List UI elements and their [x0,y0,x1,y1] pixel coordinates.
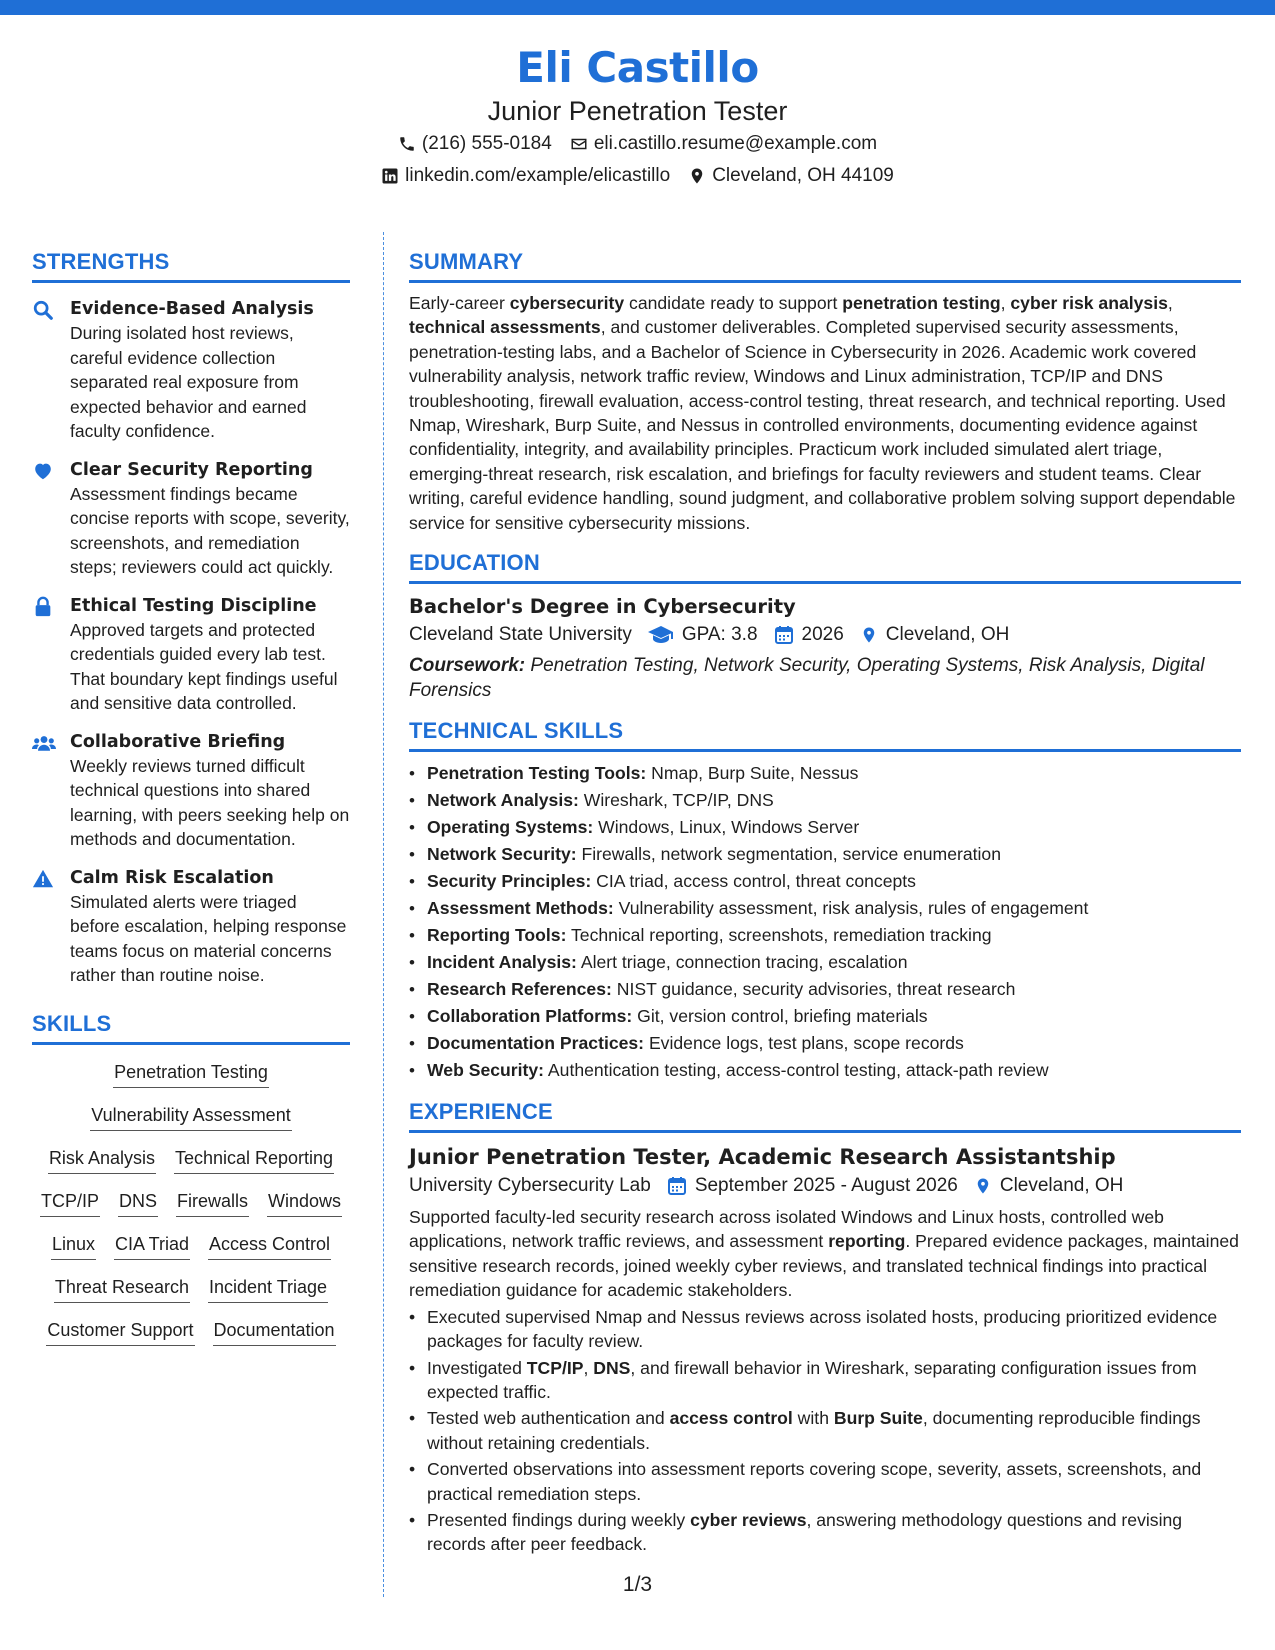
map-pin-icon [860,624,878,646]
strength-title: Clear Security Reporting [70,459,313,480]
employer-name: University Cybersecurity Lab [409,1175,651,1197]
experience-bullet [427,1457,1241,1506]
text-segment: Investigated [427,1357,527,1378]
skills-heading: SKILLS [32,1010,350,1045]
text-segment: Converted observations into assessment reports covering scope, severity, assets, screenshots, and practical remediation steps. [427,1459,1202,1504]
technical-skill-item [427,760,1241,787]
text-segment: , and customer deliverables. Completed supervised security assessments, penetration-testing labs, and a Bachelor of Science in Cybersecurity in 2026. Academic work covered vulnerability analysis, network traffic review, Windows and Linux administration, TCP/IP and DNS troubleshooting, firewall evaluation, access-control testing, threat research, and technical reporting. Used Nmap, Wireshark, Burp Suite, and Nessus in controlled environments, documenting evidence against confidentiality, integrity, and availability principles. Practicum work included simulated alert triage, emerging-threat research, risk escalation, and briefings for faculty reviewers and student teams. Clear writing, careful evidence handling, sound judgment, and collaborative problem solving support dependable service for sensitive cybersecurity missions. [409,317,1236,533]
job-details [409,1171,1241,1201]
job-dates: September 2025 - August 2026 [694,1175,958,1197]
strength-item [32,297,350,444]
skill-category: Research References: [427,979,612,1000]
skill-category: Assessment Methods: [427,898,614,919]
skill-values: Windows, Linux, Windows Server [598,817,860,838]
skill-values: Wireshark, TCP/IP, DNS [583,790,774,811]
skill-values: NIST guidance, security advisories, threat research [616,979,1016,1000]
experience-bullet [427,1508,1241,1557]
skill-values: Evidence logs, test plans, scope records [648,1033,964,1054]
candidate-name: Eli Castillo [516,43,759,92]
strength-title: Ethical Testing Discipline [70,595,317,616]
gpa-text: GPA: 3.8 [681,624,758,646]
bold-text: cybersecurity [509,293,625,313]
warning-icon [32,868,56,988]
skill-category: Collaboration Platforms: [427,1006,633,1027]
technical-skill-item [427,895,1241,922]
skill-row [32,1317,350,1346]
strength-item [32,594,350,716]
strength-title: Evidence-Based Analysis [70,299,314,319]
right-column [409,248,1241,1559]
bold-text: access control [669,1408,793,1429]
skills-section [32,1010,350,1346]
education-location: Cleveland, OH [885,624,1010,646]
skill-tag: Access Control [208,1231,331,1260]
school-name: Cleveland State University [409,624,632,646]
skill-tag: DNS [118,1188,158,1217]
bold-text: cyber risk analysis [1010,293,1168,313]
map-pin-icon [688,167,706,185]
job-summary [409,1205,1241,1303]
text-segment: candidate ready to support [624,293,843,313]
skill-row [32,1274,350,1303]
skill-tag: Threat Research [54,1274,190,1303]
text-segment: Supported faculty-led security research across isolated Windows and Linux hosts, controlled web applications, network traffic reviews, and assessment [409,1207,1164,1252]
heart-icon [32,460,56,580]
skill-category: Security Principles: [427,871,592,892]
strength-item [32,866,350,988]
phone-text: (216) 555-0184 [421,133,552,154]
envelope-icon [570,135,588,153]
technical-skill-item [427,1003,1241,1030]
strength-description: Simulated alerts were triaged before escalation, helping response teams focus on material concerns rather than routine noise. [70,891,347,985]
column-divider [383,232,384,1597]
summary-section [409,248,1241,535]
coursework-list: Penetration Testing, Network Security, Operating Systems, Risk Analysis, Digital Forensics [409,655,1205,701]
experience-bullet [427,1356,1241,1405]
skill-tag: Risk Analysis [48,1145,156,1174]
skill-category: Penetration Testing Tools: [427,763,647,784]
linkedin-item[interactable] [381,160,670,192]
text-segment: , [1000,293,1011,313]
skill-category: Documentation Practices: [427,1033,645,1054]
skill-values: CIA triad, access control, threat concepts [596,871,916,892]
strengths-heading: STRENGTHS [32,248,350,283]
email-text: eli.castillo.resume@example.com [593,133,878,154]
skill-tag: Penetration Testing [113,1059,269,1088]
skill-tag: Vulnerability Assessment [90,1102,291,1131]
skill-tag: Linux [51,1231,96,1260]
strengths-list [32,297,350,988]
location-text: Cleveland, OH 44109 [712,165,894,186]
experience-section [409,1098,1241,1557]
degree-title: Bachelor's Degree in Cybersecurity [409,595,796,619]
text-segment: , documenting reproducible findings without retaining credentials. [427,1408,1201,1453]
education-heading: EDUCATION [409,549,1241,584]
experience-bullet [427,1305,1241,1354]
email-item[interactable] [570,128,877,160]
skill-tag: Documentation [213,1317,336,1346]
page-number: 1/3 [622,1573,653,1596]
bold-text: reporting [828,1231,906,1252]
strength-description: Weekly reviews turned difficult technical questions into shared learning, with peers seeking help on methods and documentation. [70,755,350,849]
bold-text: Burp Suite [833,1408,923,1429]
graduation-cap-icon [648,625,674,645]
text-segment: Tested web authentication and [427,1408,670,1429]
text-segment: , and firewall behavior in Wireshark, separating configuration issues from expected traffic. [427,1357,1197,1402]
skill-row [32,1102,350,1131]
technical-skill-item [427,841,1241,868]
skill-category: Operating Systems: [427,817,594,838]
skill-category: Network Analysis: [427,790,579,811]
technical-skills-list [409,760,1241,1084]
calendar-icon [667,1176,687,1196]
strength-description: During isolated host reviews, careful evidence collection separated real exposure from expected behavior and earned faculty confidence. [70,323,307,441]
text-segment: . Prepared evidence packages, maintained sensitive research records, joined weekly cyber reviews, and translated technical findings into practical remediation guidance for academic stakeholders. [409,1231,1239,1301]
experience-heading: EXPERIENCE [409,1098,1241,1133]
phone-icon [398,135,416,153]
graduation-year: 2026 [801,624,844,646]
bold-text: DNS [593,1357,631,1378]
technical-skill-item [427,976,1241,1003]
text-segment: , [1167,293,1173,313]
skill-row [32,1231,350,1260]
location-item [688,160,894,192]
strength-description: Approved targets and protected credentials guided every lab test. That boundary kept findings useful and sensitive data controlled. [70,619,338,713]
text-segment: , [583,1357,594,1378]
skill-category: Web Security: [427,1060,544,1081]
left-column [32,248,350,1346]
technical-skill-item [427,922,1241,949]
coursework-label: Coursework: [409,655,526,677]
technical-skills-section [409,717,1241,1084]
map-pin-icon [974,1175,992,1197]
job-title: Junior Penetration Tester, Academic Research Assistantship [409,1145,1116,1170]
phone-item[interactable] [398,128,552,160]
skill-category: Incident Analysis: [427,952,577,973]
education-section [409,549,1241,703]
text-segment: Early-career [409,293,510,313]
experience-bullet [427,1406,1241,1455]
technical-skill-item [427,814,1241,841]
job-bullets [409,1305,1241,1557]
users-icon [32,732,56,852]
technical-skill-item [427,949,1241,976]
text-segment: with [792,1408,834,1429]
technical-skill-item [427,787,1241,814]
strength-item [32,458,350,580]
skill-tag: CIA Triad [114,1231,190,1260]
education-details [409,620,1241,650]
coursework [409,654,1241,703]
resume-header [0,42,1275,192]
linkedin-icon [381,167,399,185]
skill-tag: Firewalls [176,1188,249,1217]
skill-category: Reporting Tools: [427,925,567,946]
search-icon [32,299,56,444]
text-segment: Presented findings during weekly [427,1509,691,1530]
strength-title: Collaborative Briefing [70,731,286,752]
technical-skill-item [427,1057,1241,1084]
skill-row [32,1145,350,1174]
summary-heading: SUMMARY [409,248,1241,283]
linkedin-text: linkedin.com/example/elicastillo [405,165,671,186]
bold-text: penetration testing [842,293,1001,313]
text-segment: , answering methodology questions and revising records after peer feedback. [427,1509,1183,1555]
skill-row [32,1059,350,1088]
skill-tag: Incident Triage [208,1274,328,1303]
bold-text: TCP/IP [526,1357,584,1378]
contact-row-1 [0,128,1275,160]
skill-values: Alert triage, connection tracing, escalation [580,952,908,973]
strength-item [32,730,350,852]
candidate-title: Junior Penetration Tester [487,96,788,126]
skill-values: Technical reporting, screenshots, remediation tracking [571,925,992,946]
contact-row-2 [0,160,1275,192]
text-segment: Executed supervised Nmap and Nessus reviews across isolated hosts, producing prioritized evidence packages for faculty review. [427,1306,1218,1352]
technical-skills-heading: TECHNICAL SKILLS [409,717,1241,752]
skill-tag: Technical Reporting [174,1145,334,1174]
skill-tag: Customer Support [46,1317,194,1346]
calendar-icon [774,625,794,645]
bold-text: technical assessments [409,317,601,338]
skill-values: Firewalls, network segmentation, service enumeration [581,844,1001,865]
summary-text [409,291,1241,535]
skill-tag: Windows [267,1188,342,1217]
top-accent-bar [0,0,1275,15]
skill-values: Authentication testing, access-control testing, attack-path review [547,1060,1049,1081]
skill-values: Nmap, Burp Suite, Nessus [651,763,859,784]
lock-icon [32,596,56,716]
job-location: Cleveland, OH [999,1175,1124,1197]
strength-description: Assessment findings became concise reports with scope, severity, screenshots, and remediation steps; reviewers could act quickly. [70,483,350,577]
bold-text: cyber reviews [690,1509,807,1530]
skill-values: Vulnerability assessment, risk analysis, rules of engagement [618,898,1089,919]
technical-skill-item [427,1030,1241,1057]
technical-skill-item [427,868,1241,895]
skill-category: Network Security: [427,844,577,865]
skill-tag: TCP/IP [40,1188,100,1217]
skill-values: Git, version control, briefing materials [637,1006,928,1027]
skill-row [32,1188,350,1217]
skills-tags [32,1059,350,1346]
strength-title: Calm Risk Escalation [70,867,274,888]
